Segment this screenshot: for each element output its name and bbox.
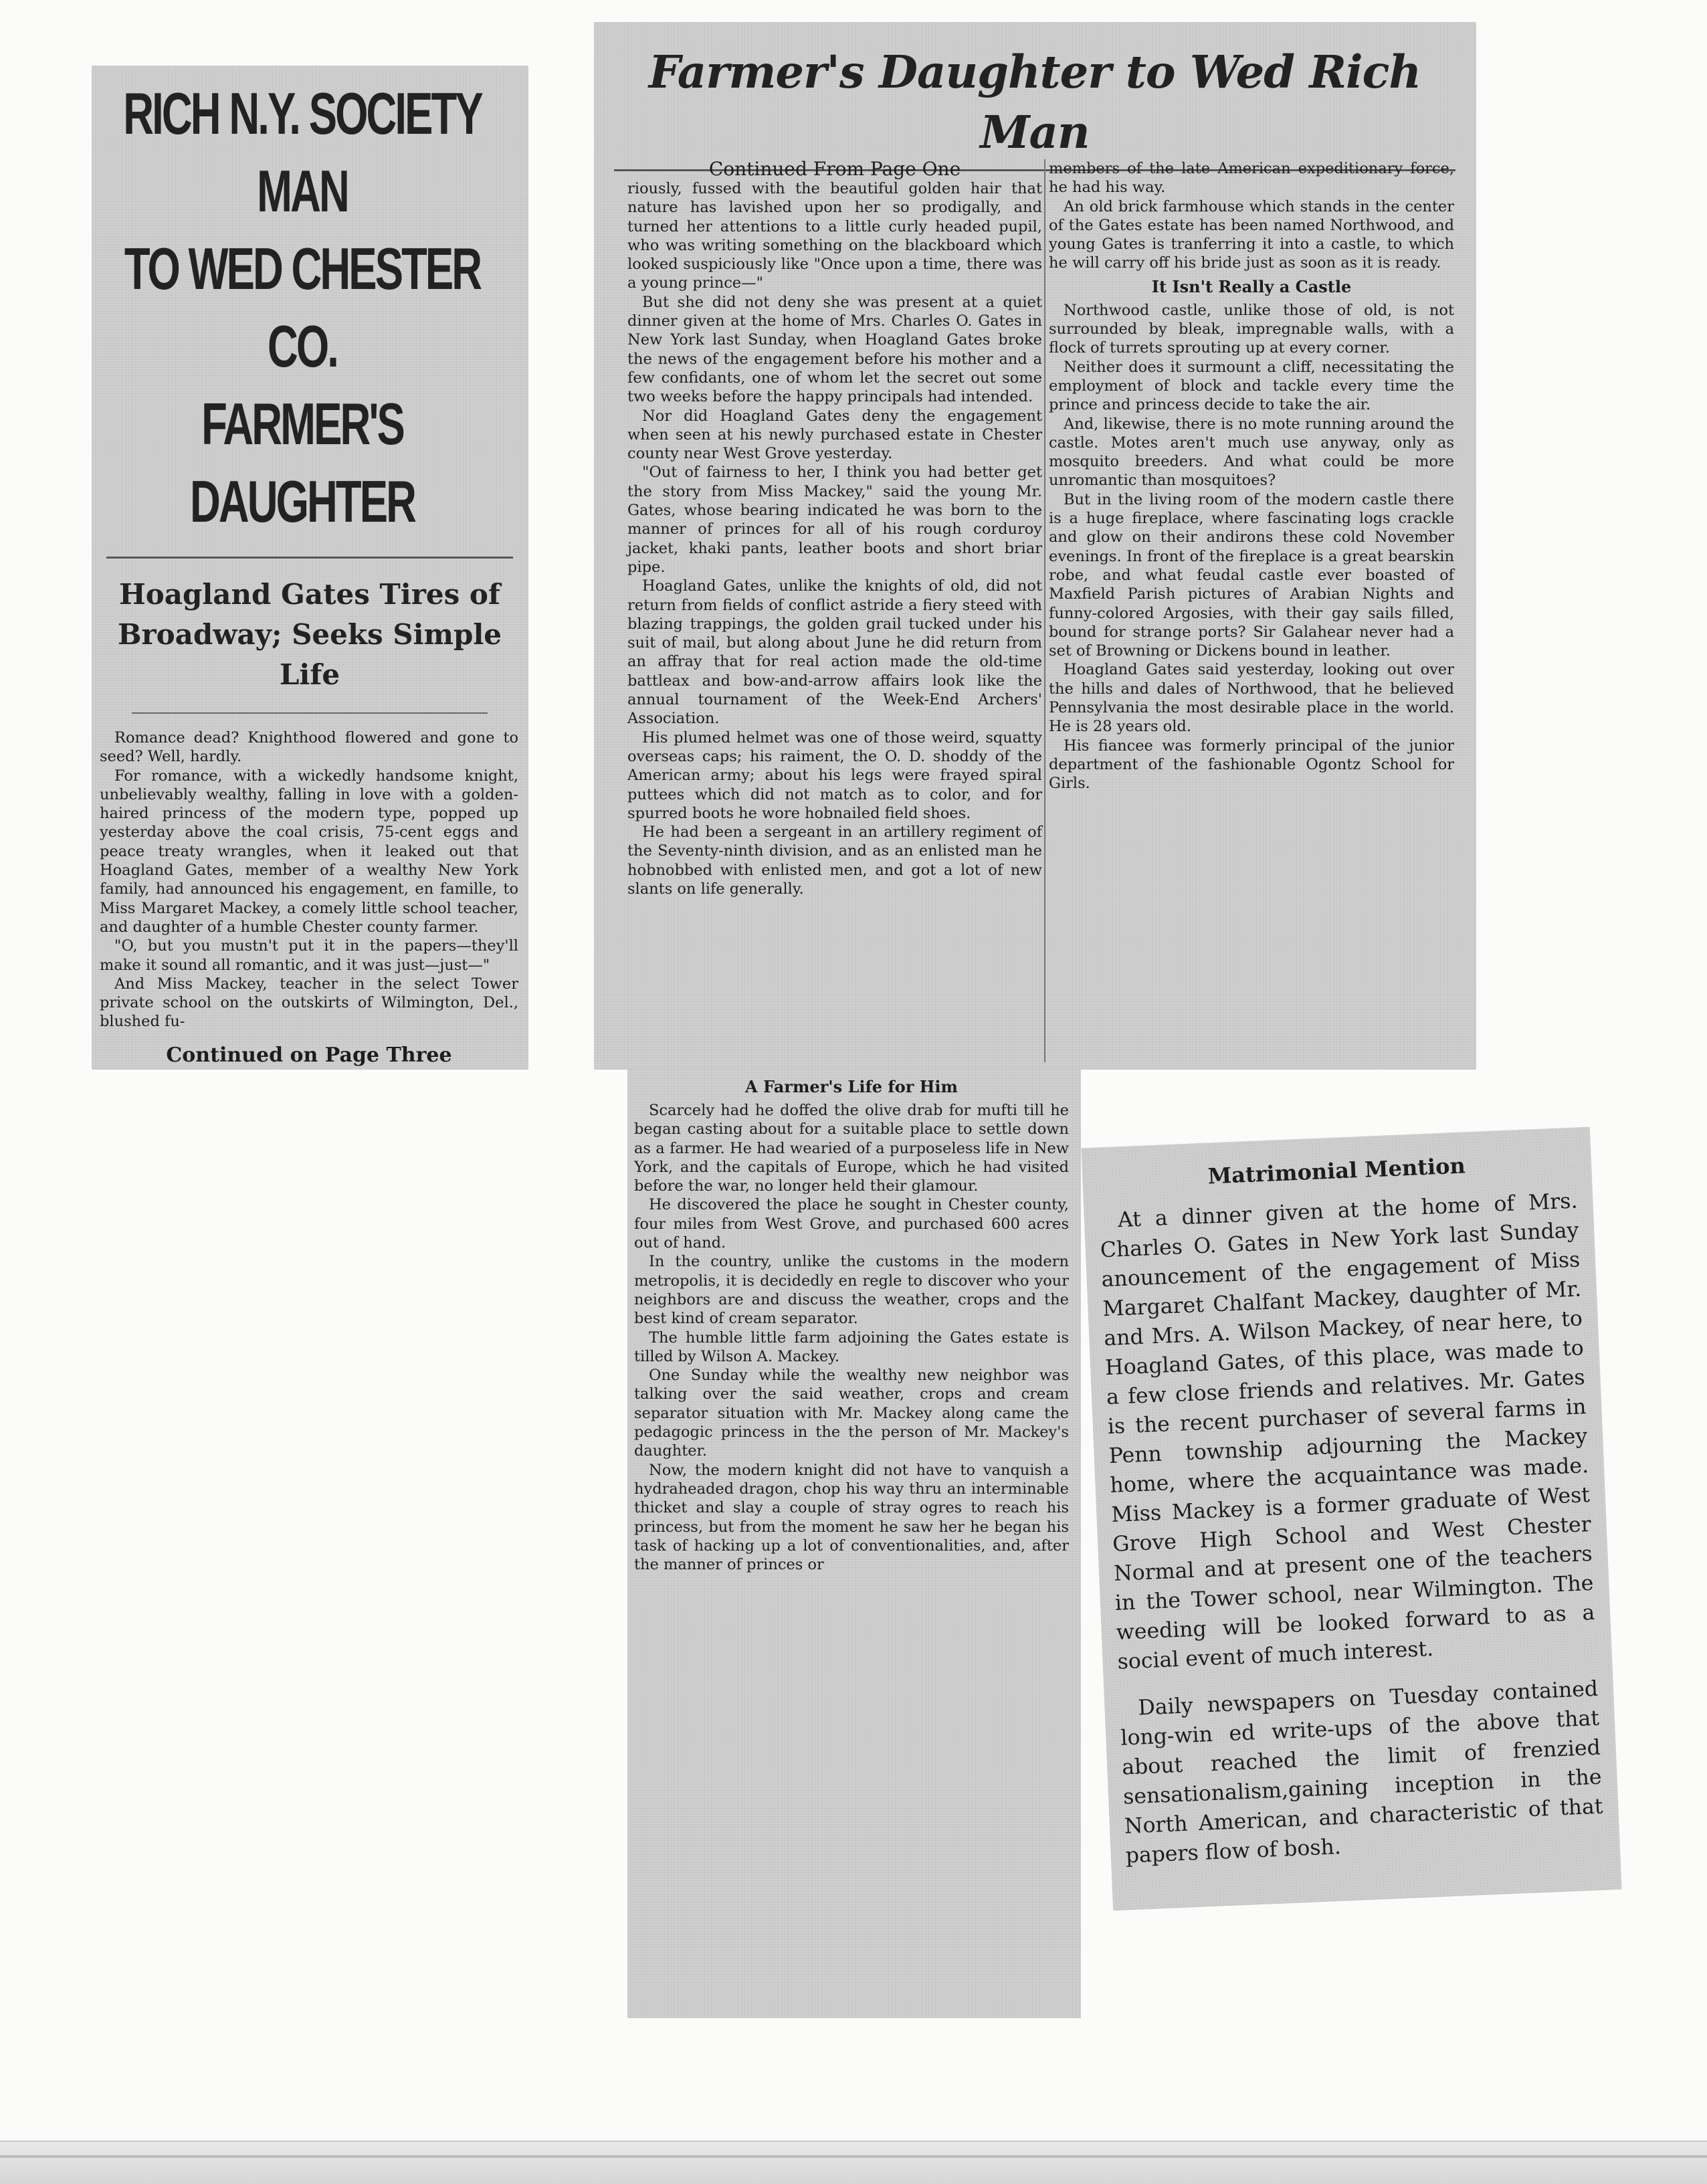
clipping-society-man [92,66,528,1069]
paragraph: Romance dead? Knighthood flowered and gone to seed? Well, hardly. [100,729,518,766]
paragraph: One Sunday while the wealthy new neighbor was talking over the said weather, crops and cream separator situation with Mr. Mackey along came the pedagogic princess in the the person of Mr. Mackey's daughter. [634,1367,1069,1460]
paragraph: Scarcely had he doffed the olive drab for mufti till he began casting about for a suitable place to settle down as a farmer. He had wearied of a purposeless life in New York, and the capitals of Europe, which he had visited before the war, no longer held their glamour. [634,1102,1069,1195]
scanner-page-edge [0,2141,1707,2184]
paragraph: riously, fussed with the beautiful golden hair that nature has lavished upon her so prodigally, and turned her attentions to a little curly headed pupil, who was writing something on the blackboard which looked suspiciously like "Once upon a time, there was a young prince—" [627,180,1042,292]
divider [106,557,513,559]
section-subheading: A Farmer's Life for Him [745,1077,958,1096]
section-subheading: It Isn't Really a Castle [1151,276,1352,296]
paragraph: But in the living room of the modern castle there is a huge fireplace, where fascinating logs crackle and glow on their andirons these cold November evenings. In front of the fireplace is a great bearskin robe, and what feudal castle ever boasted of Maxfield Parish pictures of Arabian Nights and funny-colored Argosies, with their gay sails filled, bound for strange ports? Sir Galahear never had a set of Browning or Dickens bound in leather. [1049,490,1454,660]
clipping-matrimonial-mention [1081,1127,1621,1910]
banner-headline [92,75,514,540]
banner-line: RICH N.Y. SOCIETY MAN [123,80,482,224]
article-column [1098,1186,1605,1870]
paragraph: Northwood castle, unlike those of old, is not surrounded by bleak, impregnable walls, with a flock of turrets sprouting up at every corner. [1049,301,1454,357]
clipping-farmers-daughter [594,22,1476,1069]
paragraph: Hoagland Gates, unlike the knights of old, did not return from fields of conflict astride a fiery steed with blazing trappings, the golden grail tucked under his suit of mail, but along about June he did return from an affray that for real action made the old-time battleax and bow-and-arrow affairs look like the annual tournament of the Week-End Archers' Association. [627,577,1042,728]
paragraph: members of the late American expeditionary force, he had his way. [1049,160,1454,197]
paragraph: Now, the modern knight did not have to vanquish a hydraheaded dragon, chop his way thru an interminable thicket and slay a couple of stray ogres to reach his princess, but from the moment he saw her he began his task of hacking up a lot of conventionalities, and, after the manner of princes or [634,1461,1069,1574]
paragraph: His fiancee was formerly principal of the junior department of the fashionable Ogontz School for Girls. [1049,736,1454,793]
article-column [100,728,518,1069]
paragraph: Daily newspapers on Tuesday contained long-win ed write-ups of the above that about reached the limit of frenzied sensationalism,gaining inception in the North American, and characteristic of that papers flow of bosh. [1120,1676,1604,1868]
divider [132,712,488,714]
paragraph: In the country, unlike the customs in the modern metropolis, it is decidedly en regle to discover who your neighbors are and discuss the weather, crops and the best kind of cream separator. [634,1253,1069,1328]
paragraph: But she did not deny she was present at a quiet dinner given at the home of Mrs. Charles O. Gates in New York last Sunday, when Hoagland Gates broke the news of the engagement before his mother and a few confidants, one of whom let the secret out some two weeks before the happy principals had intended. [627,293,1042,406]
divider [0,2155,1707,2158]
article-column-continued [634,1073,1069,1574]
paragraph: At a dinner given at the home of Mrs. Charles O. Gates in New York last Sunday anouncement of the engagement of Miss Margaret Chalfant Mackey, daughter of Mr. and Mrs. A. Wilson Mackey, of near here, to Hoagland Gates, of this place, was made to a few close friends and relatives. Mr. Gates is the recent purchaser of several farms in Penn township adjourning the Mackey home, where the acquaintance was made. Miss Mackey is a former graduate of West Grove High School and West Chester Normal and at present one of the teachers in the Tower school, near Wilmington. The weeding will be looked forward to as a social event of much interest. [1100,1189,1595,1674]
paragraph: "Out of fairness to her, I think you had better get the story from Miss Mackey," said the young Mr. Gates, whose bearing indicated he was born to the manner of princes for all of his rough corduroy jacket, khaki pants, leather boots and short briar pipe. [627,464,1042,576]
article-column-left [627,159,1042,898]
paragraph: And, likewise, there is no mote running around the castle. Motes aren't much use anyway, only as mosquito breeders. And what could be more unromantic than mosquitoes? [1049,415,1454,490]
clipping-farmers-daughter-continuation [627,1069,1080,2017]
banner-line: FARMER'S DAUGHTER [190,391,415,534]
paragraph: The humble little farm adjoining the Gates estate is tilled by Wilson A. Mackey. [634,1328,1069,1365]
paragraph: Nor did Hoagland Gates deny the engagement when seen at his newly purchased estate in Chester county near West Grove yesterday. [627,407,1042,463]
banner-line: TO WED CHESTER CO. [124,235,481,379]
paragraph: Hoagland Gates said yesterday, looking out over the hills and dales of Northwood, that he believed Pennsylvania the most desirable place in the world. He is 28 years old. [1049,661,1454,736]
subheadline: Hoagland Gates Tires of Broadway; Seeks Simple Life [117,578,502,691]
clipping-matrimonial-mention-wrapper [1081,1127,1621,1910]
paragraph: "O, but you mustn't put it in the papers—they'll make it sound all romantic, and it was just—just—" [100,937,518,974]
paragraph: For romance, with a wickedly handsome knight, unbelievably wealthy, falling in love with a golden-haired princess of the modern type, popped up yesterday above the coal crisis, 75-cent eggs and peace treaty wrangles, when it leaked out that Hoagland Gates, member of a wealthy New York family, had announced his engagement, en famille, to Miss Margaret Mackey, a comely little school teacher, and daughter of a humble Chester county farmer. [100,767,518,936]
continued-from: Continued From Page One [708,158,961,180]
paragraph: An old brick farmhouse which stands in the center of the Gates estate has been named Northwood, and young Gates is tranferring it into a castle, to which he will carry off his bride just as soon as it is ready. [1049,197,1454,272]
article-column-right [1049,159,1454,793]
paragraph: He discovered the place he sought in Chester county, four miles from West Grove, and purchased 600 acres out of hand. [634,1196,1069,1252]
paragraph: Neither does it surmount a cliff, necessitating the employment of block and tackle every time the prince and princess decide to take the air. [1049,358,1454,414]
paragraph: He had been a sergeant in an artillery regiment of the Seventy-ninth division, and as an enlisted man he hobnobbed with enlisted men, and got a lot of new slants on life generally. [627,823,1042,898]
column-title: Matrimonial Mention [1207,1153,1466,1189]
headline: Farmer's Daughter to Wed Rich Man [648,45,1421,159]
paragraph: And Miss Mackey, teacher in the select Tower private school on the outskirts of Wilmington, Del., blushed fu- [100,975,518,1031]
column-divider [1044,159,1045,1062]
paragraph: His plumed helmet was one of those weird, squatty overseas caps; his raiment, the O. D. shoddy of the American army; about his legs were frayed spiral puttees which did not match as to color, and for spurred boots he wore hobnailed field shoes. [627,728,1042,822]
continued-note: Continued on Page Three [166,1043,452,1067]
